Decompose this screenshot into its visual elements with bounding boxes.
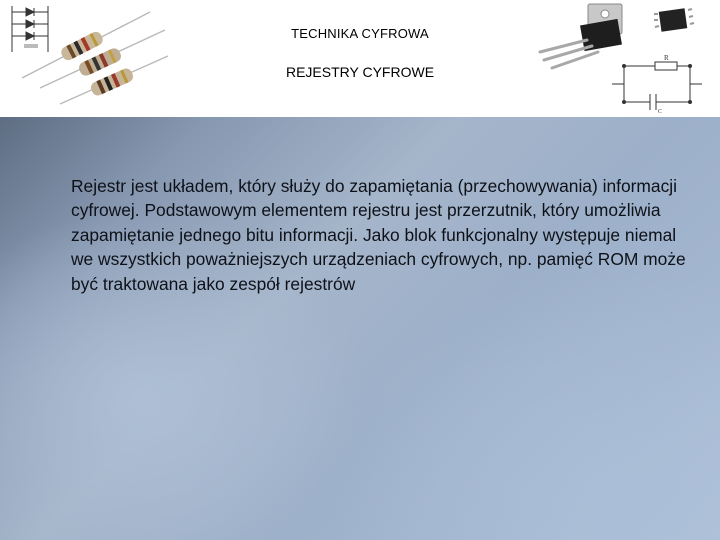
header-subtitle: REJESTRY CYFROWE (285, 64, 435, 80)
definition-paragraph: Rejestr jest układem, który służy do zapamiętania (przechowywania) informacji cyfrowej. Podstawowym elementem rejestru jest przerzutnik, który umożliwia zapamiętanie jednego bitu informacji. Jako blok funkcjonalny występuje niemal we wszystkich poważniejszych urządzeniach cyfrowych, np. pamięć ROM może być traktowana jako zespół rejestrów (71, 176, 686, 294)
rc-circuit-schematic (612, 62, 702, 110)
capacitor-label: C (658, 109, 663, 115)
slide-header (0, 0, 720, 117)
to220-transistor (540, 4, 622, 68)
resistor-label: R (664, 54, 669, 62)
header-title: TECHNIKA CYFROWA (291, 26, 429, 41)
slide-content-area (0, 117, 720, 540)
components-circuit-illustration (530, 0, 720, 117)
resistors-diodes-illustration (0, 0, 170, 117)
soic-chip (654, 8, 694, 31)
